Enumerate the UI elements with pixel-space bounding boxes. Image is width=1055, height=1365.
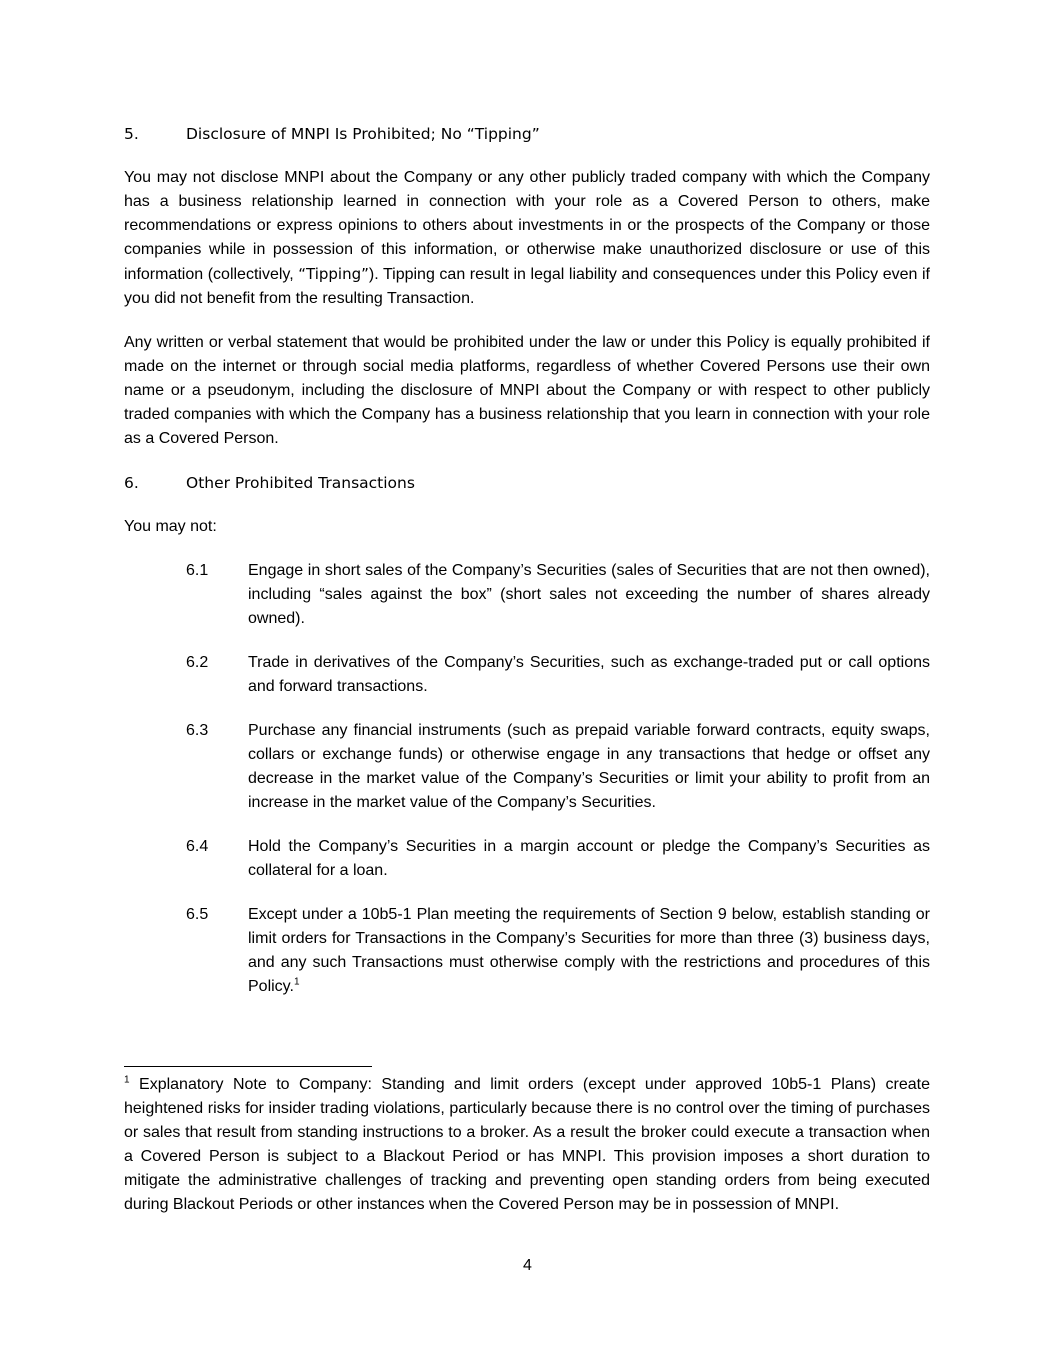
list-item-6-4 bbox=[186, 835, 930, 883]
list-item-text: Purchase any financial instruments (such as prepaid variable forward contracts, equity swaps, collars or exchange funds) or otherwise engage in any transactions that hedge or offset any decrease in the market value of the Company’s Securities or limit your ability to profit from an increase in the market value of the Company’s Securities. bbox=[248, 722, 930, 811]
footnote-marker: 1 bbox=[124, 1074, 130, 1086]
footnote-text: Explanatory Note to Company: Standing and limit orders (except under approved 10b5-1 Plans) create heightened risks for insider trading violations, particularly because there is no control over the timing of purchases or sales that result from standing instructions to a broker. As a result the broker could execute a transaction when a Covered Person is subject to a Blackout Period or has MNPI. This provision imposes a short duration to mitigate the administrative challenges of tracking and preventing open standing orders from being executed during Blackout Periods or other instances when the Covered Person may be in possession of MNPI. bbox=[124, 1076, 930, 1213]
list-item-number: 6.2 bbox=[186, 654, 209, 671]
document-body bbox=[124, 122, 930, 1019]
list-item-6-2 bbox=[186, 651, 930, 699]
list-item-number: 6.4 bbox=[186, 838, 209, 855]
list-item-text-wrapper bbox=[248, 903, 930, 999]
list-item-6-1 bbox=[186, 559, 930, 631]
section-5-number: 5. bbox=[124, 125, 139, 143]
list-item-text: Except under a 10b5-1 Plan meeting the requirements of Section 9 below, establish standing or limit orders for Transactions in the Company’s Securities for more than three (3) business days, and any such Transactions must otherwise comply with the restrictions and procedures of this Policy. bbox=[248, 906, 930, 995]
section-5-paragraph-2: Any written or verbal statement that would be prohibited under the law or under this Policy is equally prohibited if made on the internet or through social media platforms, regardless of whether Covered Persons use their own name or a pseudonym, including the disclosure of MNPI about the Company or with respect to other publicly traded companies with which the Company has a business relationship that you learn in connection with your role as a Covered Person. bbox=[124, 334, 930, 447]
section-5-heading bbox=[124, 122, 930, 146]
footnote-reference[interactable]: 1 bbox=[293, 976, 300, 988]
section-6-heading bbox=[124, 471, 930, 495]
section-5-paragraph-1-text-end: ). Tipping can result in legal liability and consequences under this Policy even if you did not benefit from the resulting Transaction. bbox=[124, 266, 931, 307]
list-item-text: Hold the Company’s Securities in a margin account or pledge the Company’s Securities as collateral for a loan. bbox=[248, 838, 930, 879]
tipping-term: “Tipping” bbox=[298, 265, 369, 283]
list-item-number: 6.5 bbox=[186, 906, 209, 923]
list-item-number: 6.1 bbox=[186, 562, 209, 579]
section-6-number: 6. bbox=[124, 474, 139, 492]
list-item-text: Trade in derivatives of the Company’s Securities, such as exchange-traded put or call options and forward transactions. bbox=[248, 654, 930, 695]
section-6-intro: You may not: bbox=[124, 518, 217, 535]
list-item-text: Engage in short sales of the Company’s Securities (sales of Securities that are not then owned), including “sales against the box” (short sales not exceeding the number of shares already owned). bbox=[248, 562, 930, 627]
section-6-title: Other Prohibited Transactions bbox=[186, 474, 415, 492]
section-5-paragraph-1-text: You may not disclose MNPI about the Company or any other publicly traded company with which the Company has a business relationship learned in connection with your role as a Covered Person to others, make recommendations or express opinions to others about investments in or the prospects of the Company or those companies while in possession of this information, or otherwise make unauthorized disclosure or use of this information (collectively, bbox=[124, 169, 930, 283]
list-item-number: 6.3 bbox=[186, 722, 209, 739]
section-5-paragraph-1 bbox=[124, 166, 930, 311]
list-item-6-3 bbox=[186, 719, 930, 815]
page-number: 4 bbox=[523, 1257, 532, 1274]
section-5-title: Disclosure of MNPI Is Prohibited; No “Tipping” bbox=[186, 125, 540, 143]
footnote bbox=[124, 1073, 930, 1217]
footnote-separator bbox=[124, 1066, 372, 1067]
list-item-6-5 bbox=[186, 903, 930, 999]
